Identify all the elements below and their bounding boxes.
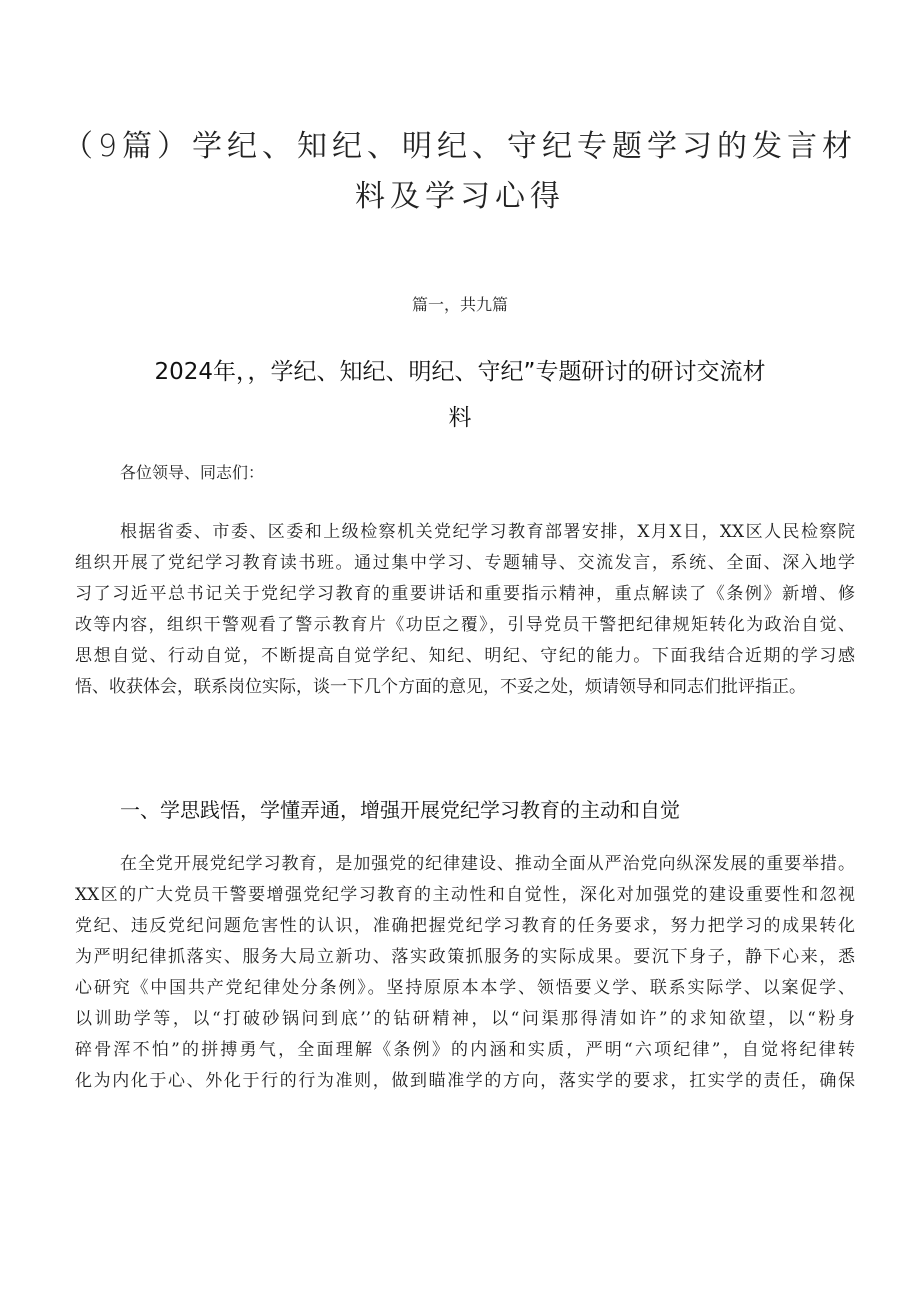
paragraph-line: 化为内化于心、外化于行的行为准则，做到瞄准学的方向，落实学的要求，扛实学的责任，确保 bbox=[75, 1071, 855, 1091]
paragraph-line: 党纪、违反党纪问题危害性的认识，准确把握党纪学习教育的任务要求，努力把学习的成果转化 bbox=[75, 916, 855, 936]
paragraph-line: 心研究《中国共产党纪律处分条例》。坚持原原本本学、领悟要义学、联系实际学、以案促学、 bbox=[75, 978, 855, 998]
paragraph-line: 以训助学等，以“打破砂锅问到底’’的钻研精神，以“问渠那得清如许”的求知欲望，以“粉身 bbox=[75, 1009, 855, 1029]
paragraph-line: 为严明纪律抓落实、服务大局立新功、落实政策抓服务的实际成果。要沉下身子，静下心来，悉 bbox=[75, 947, 855, 967]
paragraph-line: 在全党开展党纪学习教育，是加强党的纪律建设、推动全面从严治党向纵深发展的重要举措。 bbox=[120, 854, 855, 874]
paragraph-1 bbox=[75, 517, 855, 703]
article-title bbox=[100, 349, 820, 441]
article-title-line-2: 料 bbox=[448, 405, 472, 431]
document-title-line-1: （9篇）学纪、知纪、明纪、守纪专题学习的发言材 bbox=[62, 129, 858, 164]
document-title bbox=[60, 122, 860, 222]
paragraph-line: XX区的广大党员干警要增强党纪学习教育的主动性和自觉性，深化对加强党的建设重要性和忽视 bbox=[75, 885, 855, 905]
paragraph-line: 根据省委、市委、区委和上级检察机关党纪学习教育部署安排，X月X日，XX区人民检察院 bbox=[120, 522, 855, 542]
section-label: 篇一，共九篇 bbox=[411, 295, 508, 314]
paragraph-line: 思想自觉、行动自觉，不断提高自觉学纪、知纪、明纪、守纪的能力。下面我结合近期的学习感 bbox=[75, 646, 855, 666]
salutation: 各位领导、同志们： bbox=[120, 463, 265, 482]
section-heading-1: 一、学思践悟，学懂弄通，增强开展党纪学习教育的主动和自觉 bbox=[120, 798, 680, 822]
document-title-line-2: 料及学习心得 bbox=[355, 179, 565, 214]
article-title-line-1: 2024年，，学纪、知纪、明纪、守纪”专题研讨的研讨交流材 bbox=[154, 359, 766, 385]
paragraph-line: 碎骨浑不怕”的拼搏勇气，全面理解《条例》的内涵和实质，严明“六项纪律”，自觉将纪律转 bbox=[75, 1040, 855, 1060]
paragraph-2 bbox=[75, 849, 855, 1097]
paragraph-line: 习了习近平总书记关于党纪学习教育的重要讲话和重要指示精神，重点解读了《条例》新增、修 bbox=[75, 584, 855, 604]
paragraph-line: 改等内容，组织干警观看了警示教育片《功臣之覆》，引导党员干警把纪律规矩转化为政治自觉、 bbox=[75, 615, 855, 635]
paragraph-line: 组织开展了党纪学习教育读书班。通过集中学习、专题辅导、交流发言，系统、全面、深入地学 bbox=[75, 553, 855, 573]
paragraph-line: 悟、收获体会，联系岗位实际，谈一下几个方面的意见，不妥之处，烦请领导和同志们批评指正。 bbox=[75, 677, 806, 697]
